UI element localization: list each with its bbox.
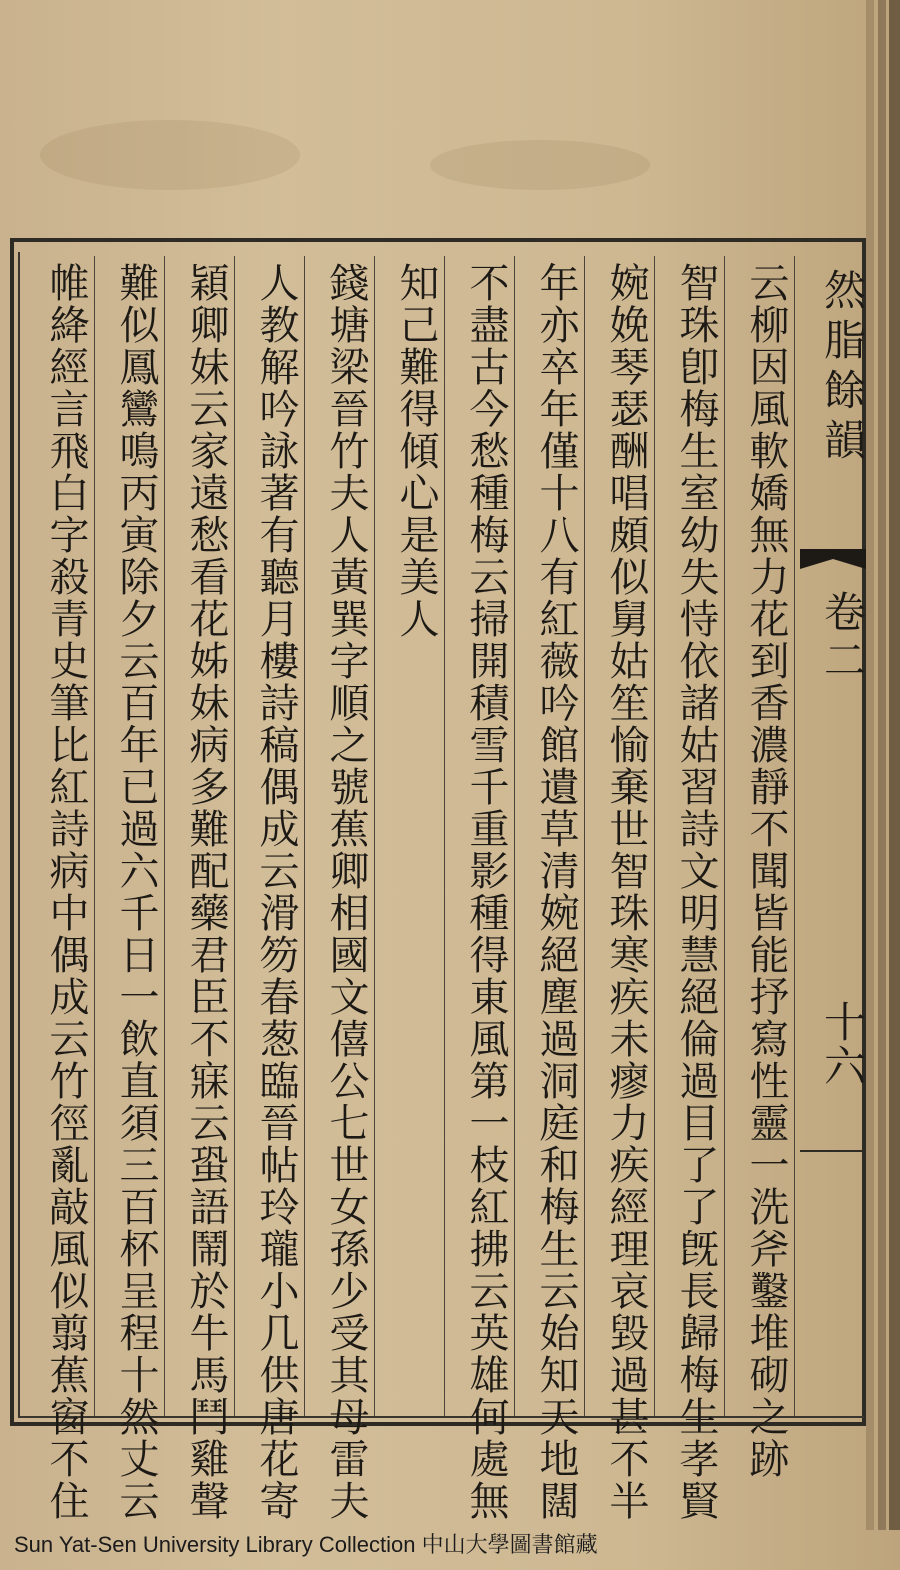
margin-rule — [800, 1150, 866, 1152]
text-column-9: 穎卿妹云家遠愁看花姊妹病多難配藥君臣不寐云蛩語鬧於牛馬鬥雞聲 — [183, 262, 229, 1522]
text-column-8: 人教解吟詠著有聽月樓詩稿偶成云滑笏春葱臨晉帖玲瓏小几供唐花寄 — [253, 262, 299, 1522]
page-edge — [889, 0, 900, 1530]
book-title: 然脂餘韻 — [818, 268, 867, 468]
text-column-3: 婉娩琴瑟酬唱頗似舅姑笙愉棄世智珠寒疾未瘳力疾經理哀毀過甚不半 — [603, 262, 649, 1522]
paper-stain — [40, 120, 300, 190]
text-column-11: 帷絳經言飛白字殺青史筆比紅詩病中偶成云竹徑亂敲風似翦蕉窗不住 — [43, 262, 89, 1522]
paper-stain — [430, 140, 650, 190]
fishtail-mark — [800, 545, 866, 573]
text-column-6: 知己難得傾心是美人 — [393, 262, 439, 640]
collection-caption: Sun Yat-Sen University Library Collection 中山大學圖書館藏 — [14, 1532, 598, 1557]
text-column-10: 難似鳳鸞鳴丙寅除夕云百年已過六千日一飲直須三百杯呈程十然丈云 — [113, 262, 159, 1522]
text-column-7: 錢塘梁晉竹夫人黃巽字順之號蕉卿相國文僖公七世女孫少受其母雷夫 — [323, 262, 369, 1522]
page-number: 十六 — [818, 1000, 867, 1088]
text-column-5: 不盡古今愁種梅云掃開積雪千重影種得東風第一枝紅拂云英雄何處無 — [463, 262, 509, 1522]
volume-label: 卷二 — [818, 590, 867, 686]
page-edge — [866, 0, 874, 1530]
text-column-2: 智珠卽梅生室幼失恃依諸姑習詩文明慧絕倫過目了了旣長歸梅生孝賢 — [673, 262, 719, 1522]
page-edge — [878, 0, 886, 1530]
text-column-1: 云柳因風軟嬌無力花到香濃靜不聞皆能抒寫性靈一洗斧鑿堆砌之跡 — [743, 262, 789, 1480]
text-column-4: 年亦卒年僅十八有紅薇吟館遺草清婉絕塵過洞庭和梅生云始知天地闊 — [533, 262, 579, 1522]
